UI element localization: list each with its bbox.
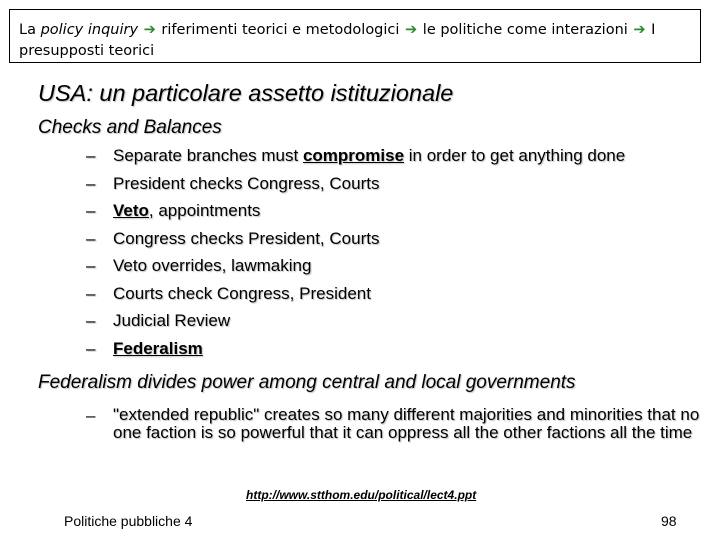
bullet-dash: – [86, 146, 96, 165]
header-policy-inquiry: policy inquiry [40, 22, 139, 38]
arrow-icon: ➔ [405, 22, 418, 38]
bullet-text-part: Judicial Review [113, 311, 231, 330]
bullet-item [0, 284, 720, 311]
bullet-text [113, 256, 311, 276]
bullet-text-part: Veto overrides, lawmaking [113, 256, 312, 275]
bullet-text-part: Courts check Congress, President [113, 283, 371, 303]
arrow-icon: ➔ [143, 22, 156, 38]
section-heading-checks: Checks and Balances [38, 117, 222, 138]
bullet-text-part: Separate branches must [113, 146, 303, 165]
bullet-text [113, 339, 203, 359]
bullet-text [113, 229, 379, 249]
bullet-dash: – [86, 201, 96, 220]
bullet-emphasis: Veto [113, 201, 149, 220]
bullet-emphasis: Federalism [113, 338, 203, 358]
source-link[interactable]: http://www.stthom.edu/political/lect4.ppt [246, 488, 477, 502]
header-text-4: le politiche come interazioni [418, 22, 633, 38]
bullet-dash: – [86, 173, 96, 193]
bullet-item [0, 174, 720, 201]
bullet-dash: – [86, 283, 96, 303]
bullet-dash: – [86, 311, 96, 330]
slide-header-box [9, 9, 701, 63]
header-text-5: I [646, 22, 656, 38]
bullet-text [113, 284, 371, 304]
arrow-icon: ➔ [633, 22, 646, 38]
bullet-item [0, 339, 720, 366]
page-number: 98 [661, 513, 677, 529]
bullet-item [0, 311, 720, 338]
footer-course-name: Politiche pubbliche 4 [64, 513, 193, 529]
bullet-item [0, 201, 720, 228]
bullet-text [113, 311, 230, 331]
bullet-text [113, 174, 379, 194]
slide-title: USA: un particolare assetto istituzionale [38, 80, 454, 106]
header-text-1: La [19, 22, 41, 38]
section-heading-federalism: Federalism divides power among central and local governments [38, 372, 576, 393]
bullet-item [0, 229, 720, 256]
bullet-item [0, 146, 720, 173]
header-text-3: riferimenti teorici e metodologici [156, 22, 405, 38]
bullet-dash: – [86, 338, 96, 358]
bullet-text-part: Congress checks President, Courts [113, 228, 380, 248]
bullet-text-part: President checks Congress, Courts [113, 173, 380, 193]
bullet-dash: – [86, 256, 96, 275]
bullet-text-part: in order to get anything done [404, 146, 626, 165]
bullet-text-part: , appointments [148, 201, 261, 220]
bullet-dash: – [86, 228, 96, 248]
header-line-2: presupposti teorici [19, 43, 155, 59]
bullet-item [0, 256, 720, 283]
bullet-text [113, 201, 260, 221]
bullet-dash: – [86, 406, 96, 425]
bullet-emphasis: compromise [302, 146, 405, 165]
bullet-text [113, 146, 625, 166]
extended-republic-text: "extended republic" creates so many different majorities and minorities that no one faction is so powerful that it can oppress all the other factions all the time [113, 405, 700, 442]
